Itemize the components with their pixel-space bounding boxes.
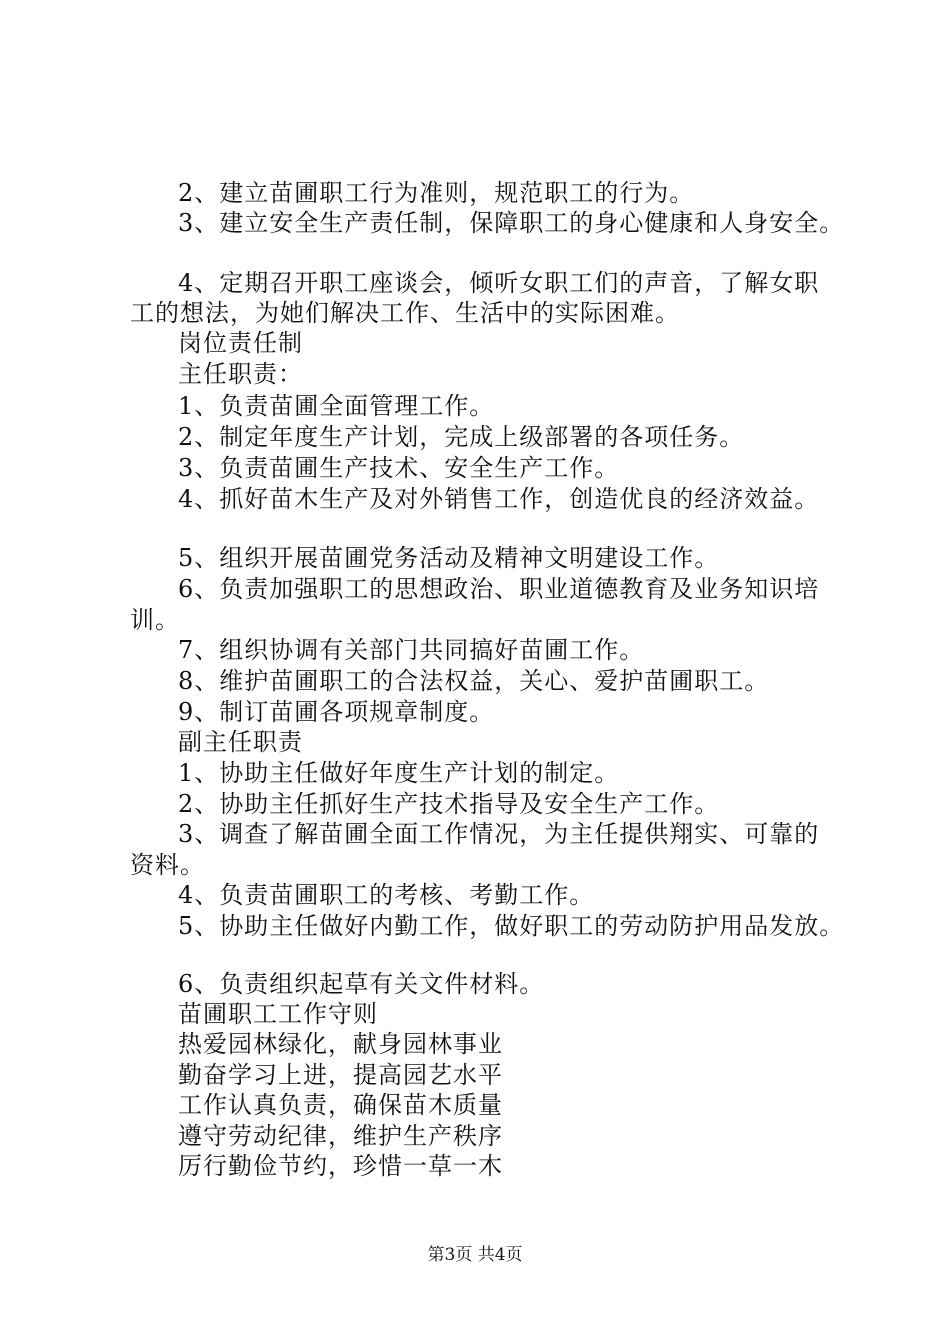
text-line: 勤奋学习上进，提高园艺水平 [178, 1061, 503, 1089]
text-line: 5、协助主任做好内勤工作，做好职工的劳动防护用品发放。 [178, 912, 845, 940]
text-line: 5、组织开展苗圃党务活动及精神文明建设工作。 [178, 544, 720, 572]
text-line: 训。 [130, 606, 180, 634]
text-line: 9、制订苗圃各项规章制度。 [178, 698, 495, 726]
section-heading: 苗圃职工工作守则 [178, 1000, 378, 1028]
text-line: 6、负责组织起草有关文件材料。 [178, 970, 545, 998]
section-heading: 岗位责任制 [178, 329, 303, 357]
text-line: 2、制定年度生产计划，完成上级部署的各项任务。 [178, 423, 745, 451]
text-line: 2、建立苗圃职工行为准则，规范职工的行为。 [178, 179, 695, 207]
text-line: 厉行勤俭节约，珍惜一草一木 [178, 1152, 503, 1180]
text-line: 7、组织协调有关部门共同搞好苗圃工作。 [178, 636, 645, 664]
text-line: 工作认真负责，确保苗木质量 [178, 1091, 503, 1119]
text-line: 1、负责苗圃全面管理工作。 [178, 392, 495, 420]
text-line: 工的想法，为她们解决工作、生活中的实际困难。 [130, 299, 680, 327]
text-line: 热爱园林绿化，献身园林事业 [178, 1030, 503, 1058]
text-line: 4、负责苗圃职工的考核、考勤工作。 [178, 881, 595, 909]
text-line: 资料。 [130, 851, 205, 879]
text-line: 4、定期召开职工座谈会，倾听女职工们的声音，了解女职 [178, 269, 820, 297]
text-line: 3、调查了解苗圃全面工作情况，为主任提供翔实、可靠的 [178, 820, 820, 848]
text-line: 1、协助主任做好年度生产计划的制定。 [178, 759, 620, 787]
text-line: 4、抓好苗木生产及对外销售工作，创造优良的经济效益。 [178, 485, 820, 513]
text-line: 3、负责苗圃生产技术、安全生产工作。 [178, 454, 620, 482]
text-line: 6、负责加强职工的思想政治、职业道德教育及业务知识培 [178, 575, 820, 603]
text-line: 2、协助主任抓好生产技术指导及安全生产工作。 [178, 790, 720, 818]
section-heading: 副主任职责 [178, 728, 303, 756]
page-number-footer: 第3页 共4页 [427, 1245, 523, 1265]
text-line: 3、建立安全生产责任制，保障职工的身心健康和人身安全。 [178, 209, 845, 237]
text-line: 8、维护苗圃职工的合法权益，关心、爱护苗圃职工。 [178, 667, 770, 695]
section-heading: 主任职责： [178, 360, 303, 388]
text-line: 遵守劳动纪律，维护生产秩序 [178, 1122, 503, 1150]
